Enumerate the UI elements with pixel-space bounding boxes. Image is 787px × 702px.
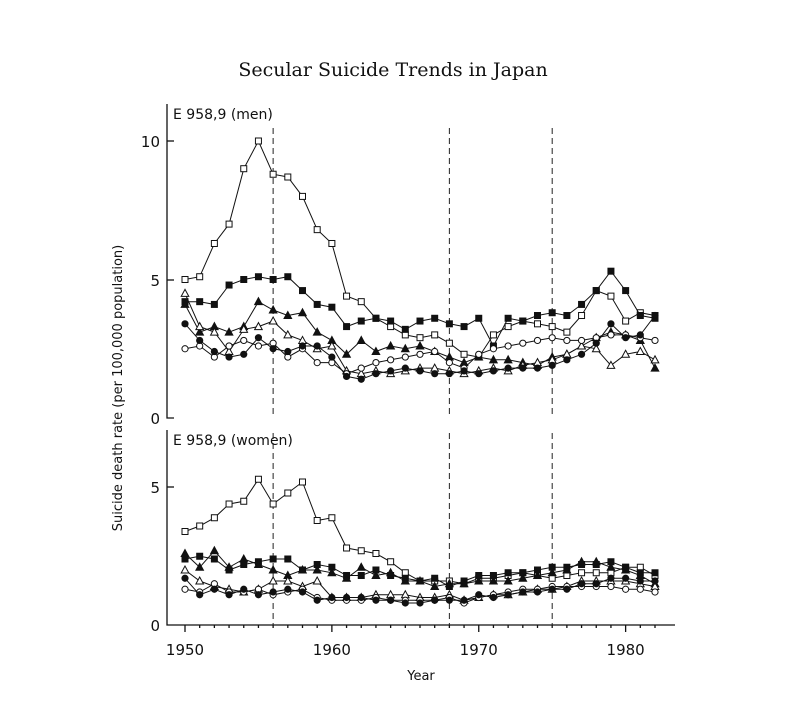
data-point — [608, 321, 614, 327]
data-point — [549, 362, 555, 368]
data-point — [593, 288, 599, 294]
data-point — [490, 346, 496, 352]
data-point — [373, 360, 379, 366]
data-point — [211, 547, 219, 554]
data-point — [373, 371, 379, 377]
data-point — [329, 594, 335, 600]
data-point — [579, 313, 585, 319]
data-point — [520, 365, 526, 371]
data-point — [652, 312, 658, 318]
data-point — [226, 343, 232, 349]
data-point — [446, 360, 452, 366]
y-axis-label: Suicide death rate (per 100,000 population) — [111, 244, 126, 532]
data-point — [490, 594, 496, 600]
data-point — [270, 556, 276, 562]
data-point — [182, 346, 188, 352]
data-point — [564, 329, 570, 335]
data-point — [461, 324, 467, 330]
data-point — [241, 586, 247, 592]
data-point — [387, 342, 395, 349]
data-point — [181, 550, 189, 557]
data-point — [196, 577, 204, 584]
data-point — [357, 336, 365, 343]
data-point — [255, 298, 263, 305]
data-point — [534, 337, 540, 343]
women-panel — [150, 430, 675, 659]
data-point — [432, 315, 438, 321]
data-point — [535, 321, 541, 327]
series-line — [185, 479, 655, 584]
data-point — [388, 597, 394, 603]
data-point — [211, 301, 217, 307]
data-point — [608, 332, 614, 338]
data-point — [505, 592, 511, 598]
data-point — [549, 310, 555, 316]
data-point — [651, 364, 659, 371]
data-point — [358, 594, 364, 600]
data-point — [402, 600, 408, 606]
data-point — [182, 575, 188, 581]
data-point — [269, 306, 277, 313]
data-point — [373, 597, 379, 603]
data-point — [623, 586, 629, 592]
data-point — [432, 575, 438, 581]
data-point — [182, 586, 188, 592]
data-point — [182, 321, 188, 327]
data-point — [402, 326, 408, 332]
data-point — [417, 318, 423, 324]
data-point — [549, 324, 555, 330]
data-point — [593, 570, 599, 576]
data-point — [608, 268, 614, 274]
data-point — [181, 289, 189, 296]
data-point — [255, 476, 261, 482]
data-point — [241, 337, 247, 343]
data-point — [505, 315, 511, 321]
data-point — [476, 351, 482, 357]
data-point — [226, 501, 232, 507]
x-axis-ticks — [166, 625, 655, 659]
data-point — [358, 548, 364, 554]
data-point — [314, 343, 320, 349]
data-point — [476, 315, 482, 321]
data-point — [534, 365, 540, 371]
data-point — [300, 288, 306, 294]
men-y-tick-label: 10 — [140, 133, 160, 151]
data-point — [432, 332, 438, 338]
data-point — [388, 357, 394, 363]
data-point — [226, 592, 232, 598]
data-point — [608, 583, 614, 589]
data-point — [446, 371, 452, 377]
data-point — [269, 317, 277, 324]
data-point — [211, 515, 217, 521]
data-point — [329, 354, 335, 360]
men-y-tick-label: 5 — [150, 272, 160, 290]
data-point — [270, 171, 276, 177]
series-filled-triangle — [181, 547, 659, 590]
data-point — [373, 551, 379, 557]
data-point — [637, 348, 645, 355]
data-point — [270, 589, 276, 595]
data-point — [490, 368, 496, 374]
data-point — [255, 335, 261, 341]
data-point — [535, 313, 541, 319]
data-point — [388, 368, 394, 374]
data-point — [197, 553, 203, 559]
data-point — [402, 354, 408, 360]
data-point — [314, 597, 320, 603]
data-point — [241, 166, 247, 172]
data-point — [358, 573, 364, 579]
data-point — [505, 324, 511, 330]
data-point — [652, 337, 658, 343]
men-panel-label: E 958,9 (men) — [173, 107, 273, 123]
data-point — [461, 368, 467, 374]
data-point — [181, 566, 189, 573]
men-series — [181, 138, 659, 382]
data-point — [490, 332, 496, 338]
data-point — [344, 324, 350, 330]
data-point — [623, 575, 629, 581]
data-point — [182, 529, 188, 535]
series-open-triangle — [181, 289, 659, 376]
data-point — [446, 597, 452, 603]
data-point — [241, 277, 247, 283]
data-point — [241, 351, 247, 357]
data-point — [226, 221, 232, 227]
data-point — [285, 348, 291, 354]
data-point — [417, 335, 423, 341]
x-tick-label: 1950 — [165, 641, 205, 659]
data-point — [417, 600, 423, 606]
data-point — [579, 301, 585, 307]
data-point — [314, 301, 320, 307]
data-point — [358, 299, 364, 305]
data-point — [637, 578, 643, 584]
data-point — [211, 586, 217, 592]
data-point — [314, 360, 320, 366]
data-point — [578, 581, 584, 587]
data-point — [637, 332, 643, 338]
data-point — [329, 515, 335, 521]
data-point — [432, 371, 438, 377]
data-point — [255, 592, 261, 598]
data-point — [313, 577, 321, 584]
data-point — [314, 518, 320, 524]
men-y-axis — [167, 104, 174, 418]
women-panel-label: E 958,9 (women) — [173, 433, 293, 449]
data-point — [240, 555, 248, 562]
data-point — [299, 343, 305, 349]
data-point — [358, 365, 364, 371]
data-point — [579, 570, 585, 576]
data-point — [578, 351, 584, 357]
series-open-square — [182, 138, 658, 360]
data-point — [417, 351, 423, 357]
data-point — [432, 348, 438, 354]
data-point — [402, 365, 408, 371]
data-point — [505, 343, 511, 349]
data-point — [476, 371, 482, 377]
women-y-tick-label: 0 — [150, 617, 160, 635]
data-point — [329, 240, 335, 246]
data-point — [416, 342, 424, 349]
x-tick-label: 1960 — [312, 641, 351, 659]
data-point — [652, 589, 658, 595]
data-point — [432, 597, 438, 603]
data-point — [373, 315, 379, 321]
x-tick-label: 1970 — [459, 641, 498, 659]
data-point — [623, 318, 629, 324]
series-line — [185, 141, 655, 357]
data-point — [211, 348, 217, 354]
data-point — [578, 337, 584, 343]
data-point — [226, 282, 232, 288]
data-point — [285, 586, 291, 592]
x-tick-label: 1980 — [606, 641, 645, 659]
data-point — [446, 340, 452, 346]
data-point — [255, 138, 261, 144]
data-point — [285, 174, 291, 180]
data-point — [520, 340, 526, 346]
data-point — [652, 570, 658, 576]
data-point — [637, 313, 643, 319]
data-point — [549, 586, 555, 592]
data-point — [211, 240, 217, 246]
x-axis-label: Year — [407, 669, 435, 684]
data-point — [197, 337, 203, 343]
men-panel — [141, 104, 659, 428]
men-y-tick-label: 0 — [150, 410, 160, 428]
data-point — [623, 335, 629, 341]
women-series — [181, 476, 659, 606]
data-point — [520, 589, 526, 595]
data-point — [505, 365, 511, 371]
data-point — [564, 357, 570, 363]
series-open-square — [182, 476, 658, 587]
data-point — [461, 351, 467, 357]
data-point — [197, 274, 203, 280]
data-point — [388, 318, 394, 324]
data-point — [608, 293, 614, 299]
women-y-tick-label: 5 — [150, 479, 160, 497]
data-point — [241, 498, 247, 504]
data-point — [358, 318, 364, 324]
data-point — [357, 563, 365, 570]
data-point — [417, 368, 423, 374]
data-point — [300, 479, 306, 485]
data-point — [329, 304, 335, 310]
data-point — [285, 490, 291, 496]
data-point — [593, 340, 599, 346]
data-point — [197, 592, 203, 598]
data-point — [564, 337, 570, 343]
data-point — [285, 556, 291, 562]
data-point — [358, 376, 364, 382]
data-point — [461, 597, 467, 603]
data-point — [211, 556, 217, 562]
data-point — [652, 578, 658, 584]
data-point — [608, 575, 614, 581]
data-point — [343, 373, 349, 379]
data-point — [564, 586, 570, 592]
data-point — [285, 274, 291, 280]
data-point — [593, 581, 599, 587]
data-point — [343, 594, 349, 600]
data-point — [446, 321, 452, 327]
data-point — [270, 501, 276, 507]
data-point — [344, 545, 350, 551]
data-point — [255, 343, 261, 349]
data-point — [300, 193, 306, 199]
data-point — [299, 589, 305, 595]
data-point — [549, 335, 555, 341]
data-point — [388, 559, 394, 565]
data-point — [270, 346, 276, 352]
data-point — [637, 586, 643, 592]
data-point — [623, 288, 629, 294]
data-point — [651, 356, 659, 363]
data-point — [344, 293, 350, 299]
data-point — [197, 523, 203, 529]
data-point — [505, 570, 511, 576]
data-point — [564, 313, 570, 319]
data-point — [197, 299, 203, 305]
data-point — [270, 277, 276, 283]
data-point — [534, 589, 540, 595]
data-point — [182, 277, 188, 283]
data-point — [476, 592, 482, 598]
data-point — [314, 227, 320, 233]
data-point — [226, 354, 232, 360]
chart-title: Secular Suicide Trends in Japan — [238, 59, 548, 81]
data-point — [255, 274, 261, 280]
data-point — [299, 309, 307, 316]
data-point — [520, 318, 526, 324]
